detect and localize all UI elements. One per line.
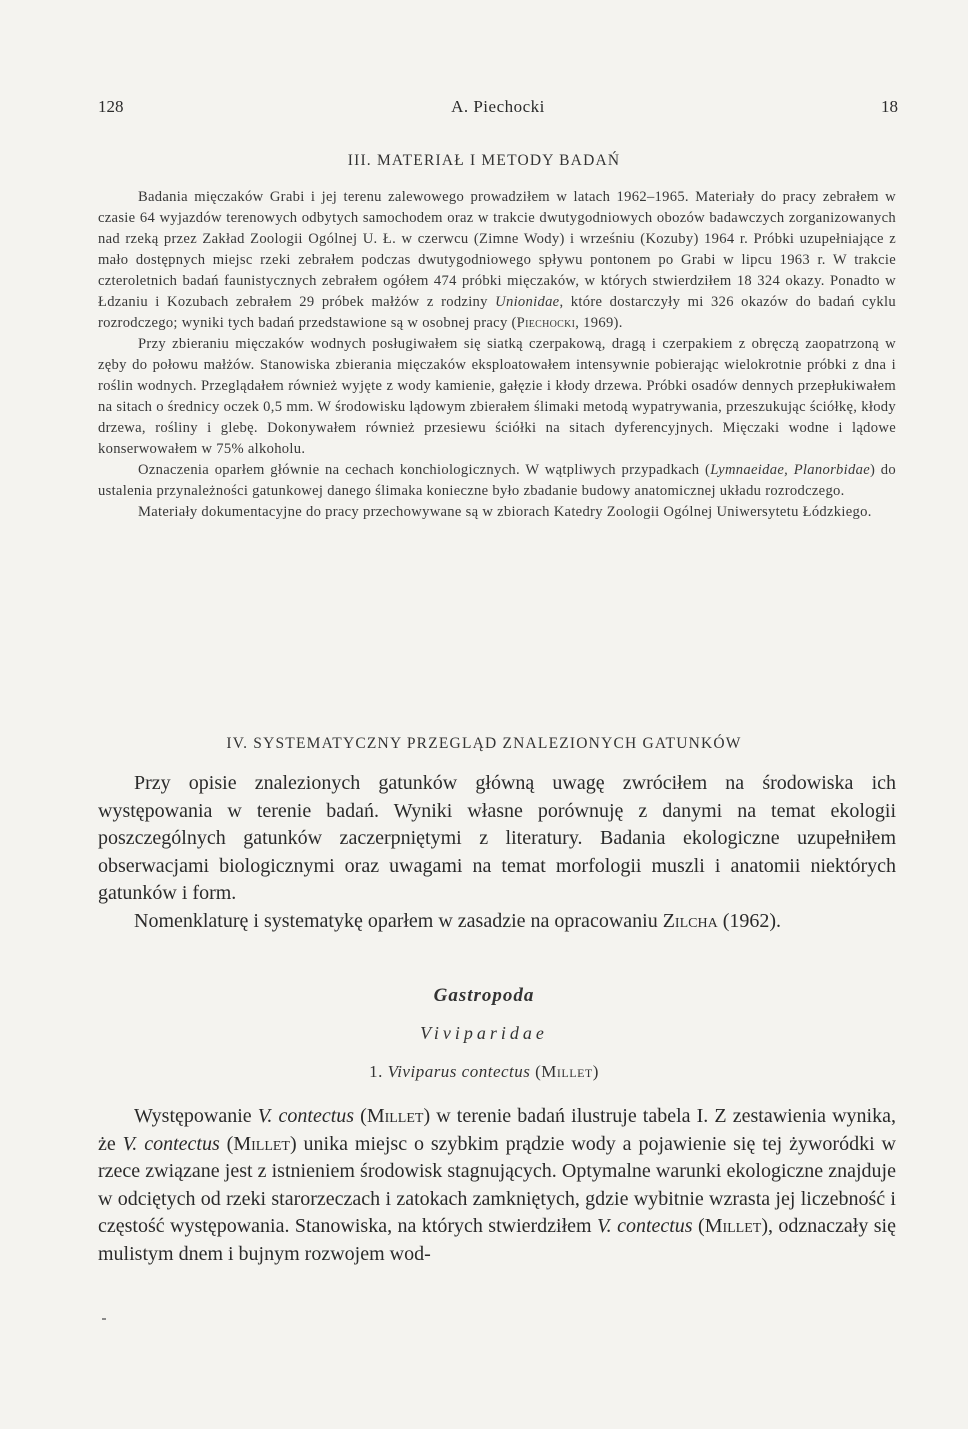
class-title: Gastropoda <box>433 985 535 1006</box>
taxa-italic: Lymnaeidae, Planorbidae <box>710 462 870 478</box>
species-title: 1. Viviparus contectus (Millet) <box>369 1062 599 1081</box>
cited-author: Piechocki <box>516 315 576 331</box>
section-3-paragraph-1: Badania mięczaków Grabi i jej terenu zalewowego prowadziłem w latach 1962–1965. Materiały do pracy zebrałem w czasie 64 wyjazdów terenowych odbytych samochodem oraz w trakcie dwutygodniowych obozów badawczych zorganizowanych nad rzeką przez Zakład Zoologii Ogólnej U. Ł. w czerwcu (Zimne Wody) i wrześniu (Kozuby) 1964 r. Próbki uzupełniające z mało dostępnych miejsc rzeki zebrałem podczas dwutygodniowego spływu pontonem po Grabi w lipcu 1963 r. W trakcie czteroletnich badań faunistycznych zebrałem ogółem 474 próbki mięczaków, w których stwierdziłem 18 324 okazy. Ponadto w Łdzaniu i Kozubach zebrałem 29 próbek małżów z rodziny Unionidae, które dostarczyły mi 326 okazów do badań cyklu rozrodczego; wyniki tych badań przedstawione są w osobnej pracy (Piechocki, 1969). <box>98 189 896 331</box>
volume-number: 18 <box>881 97 898 116</box>
running-author: A. Piechocki <box>451 97 545 116</box>
family-title: Viviparidae <box>420 1023 548 1043</box>
section-4-heading: IV. SYSTEMATYCZNY PRZEGLĄD ZNALEZIONYCH GATUNKÓW <box>226 735 742 752</box>
scan-speck <box>102 1318 106 1320</box>
section-4-paragraph-2: Nomenklaturę i systematykę oparłem w zasadzie na opracowaniu Zilcha (1962). <box>134 909 782 932</box>
section-4-paragraph-1: Przy opisie znalezionych gatunków główną uwagę zwróciłem na środowiska ich występowania w terenie badań. Wyniki własne porównuję z danymi na temat ekologii poszczególnych gatunków zaczerpniętymi z literatury. Badania ekologiczne uzupełniłem obserwacjami biologicznymi oraz uwagami na temat morfologii muszli i anatomii niektórych gatunków i form. <box>98 772 896 904</box>
cited-author: Zilcha <box>662 909 718 932</box>
taxon-unionidae: Unionidae <box>495 294 560 310</box>
section-4-body <box>98 770 896 935</box>
page-number: 128 <box>98 97 124 116</box>
species-name: Viviparus contectus <box>387 1062 531 1081</box>
section-3-paragraph-4: Materiały dokumentacyjne do pracy przechowywane są w zbiorach Katedry Zoologii Ogólnej Uniwersytetu Łódzkiego. <box>138 504 872 520</box>
species-paragraph: Występowanie V. contectus (Millet) w terenie badań ilustruje tabela I. Z zestawienia wynika, że V. contectus (Millet) unika miejsc o szybkim prądzie wody a pojawienie się tej żyworódki w rzece związane jest z istnieniem środowisk stagnujących. Optymalne warunki ekologiczne znajduje w odciętych od rzeki starorzeczach i zatokach zamkniętych, gdzie wybitnie wzrasta jej liczebność i częstość występowania. Stanowiska, na których stwierdziłem V. contectus (Millet), odznaczały się mulistym dnem i bujnym rozwojem wod- <box>98 1105 896 1265</box>
section-3-paragraph-2: Przy zbieraniu mięczaków wodnych posługiwałem się siatką czerpakową, dragą i czerpakiem z obręczą zaopatrzoną w zęby do połowu małżów. Stanowiska zbierania mięczaków eksploatowałem intensywnie pobierając wielokrotnie próbki z dna i roślin wodnych. Przeglądałem również wyjęte z wody kamienie, gałęzie i kłody drzewa. Próbki osadów dennych przepłukiwałem na sitach o średnicy oczek 0,5 mm. W środowisku lądowym zbierałem ślimaki metodą wypatrywania, przeszukując ściółkę, kłody drzewa, rośliny i glebę. Dokonywałem również przesiewu ściółki na sitach dyferencyjnych. Mięczaki wodne i lądowe konserwowałem w 75% alkoholu. <box>98 336 896 457</box>
species-author: Millet <box>541 1062 593 1081</box>
section-3-paragraph-3: Oznaczenia oparłem głównie na cechach konchiologicznych. W wątpliwych przypadkach (Lymnaeidae, Planorbidae) do ustalenia przynależności gatunkowej danego ślimaka konieczne było zbadanie budowy anatomicznej układu rozrodczego. <box>98 462 896 499</box>
section-3-heading: III. MATERIAŁ I METODY BADAŃ <box>347 152 621 169</box>
running-header <box>98 97 898 121</box>
section-3-body <box>98 187 896 523</box>
species-body <box>98 1103 896 1268</box>
